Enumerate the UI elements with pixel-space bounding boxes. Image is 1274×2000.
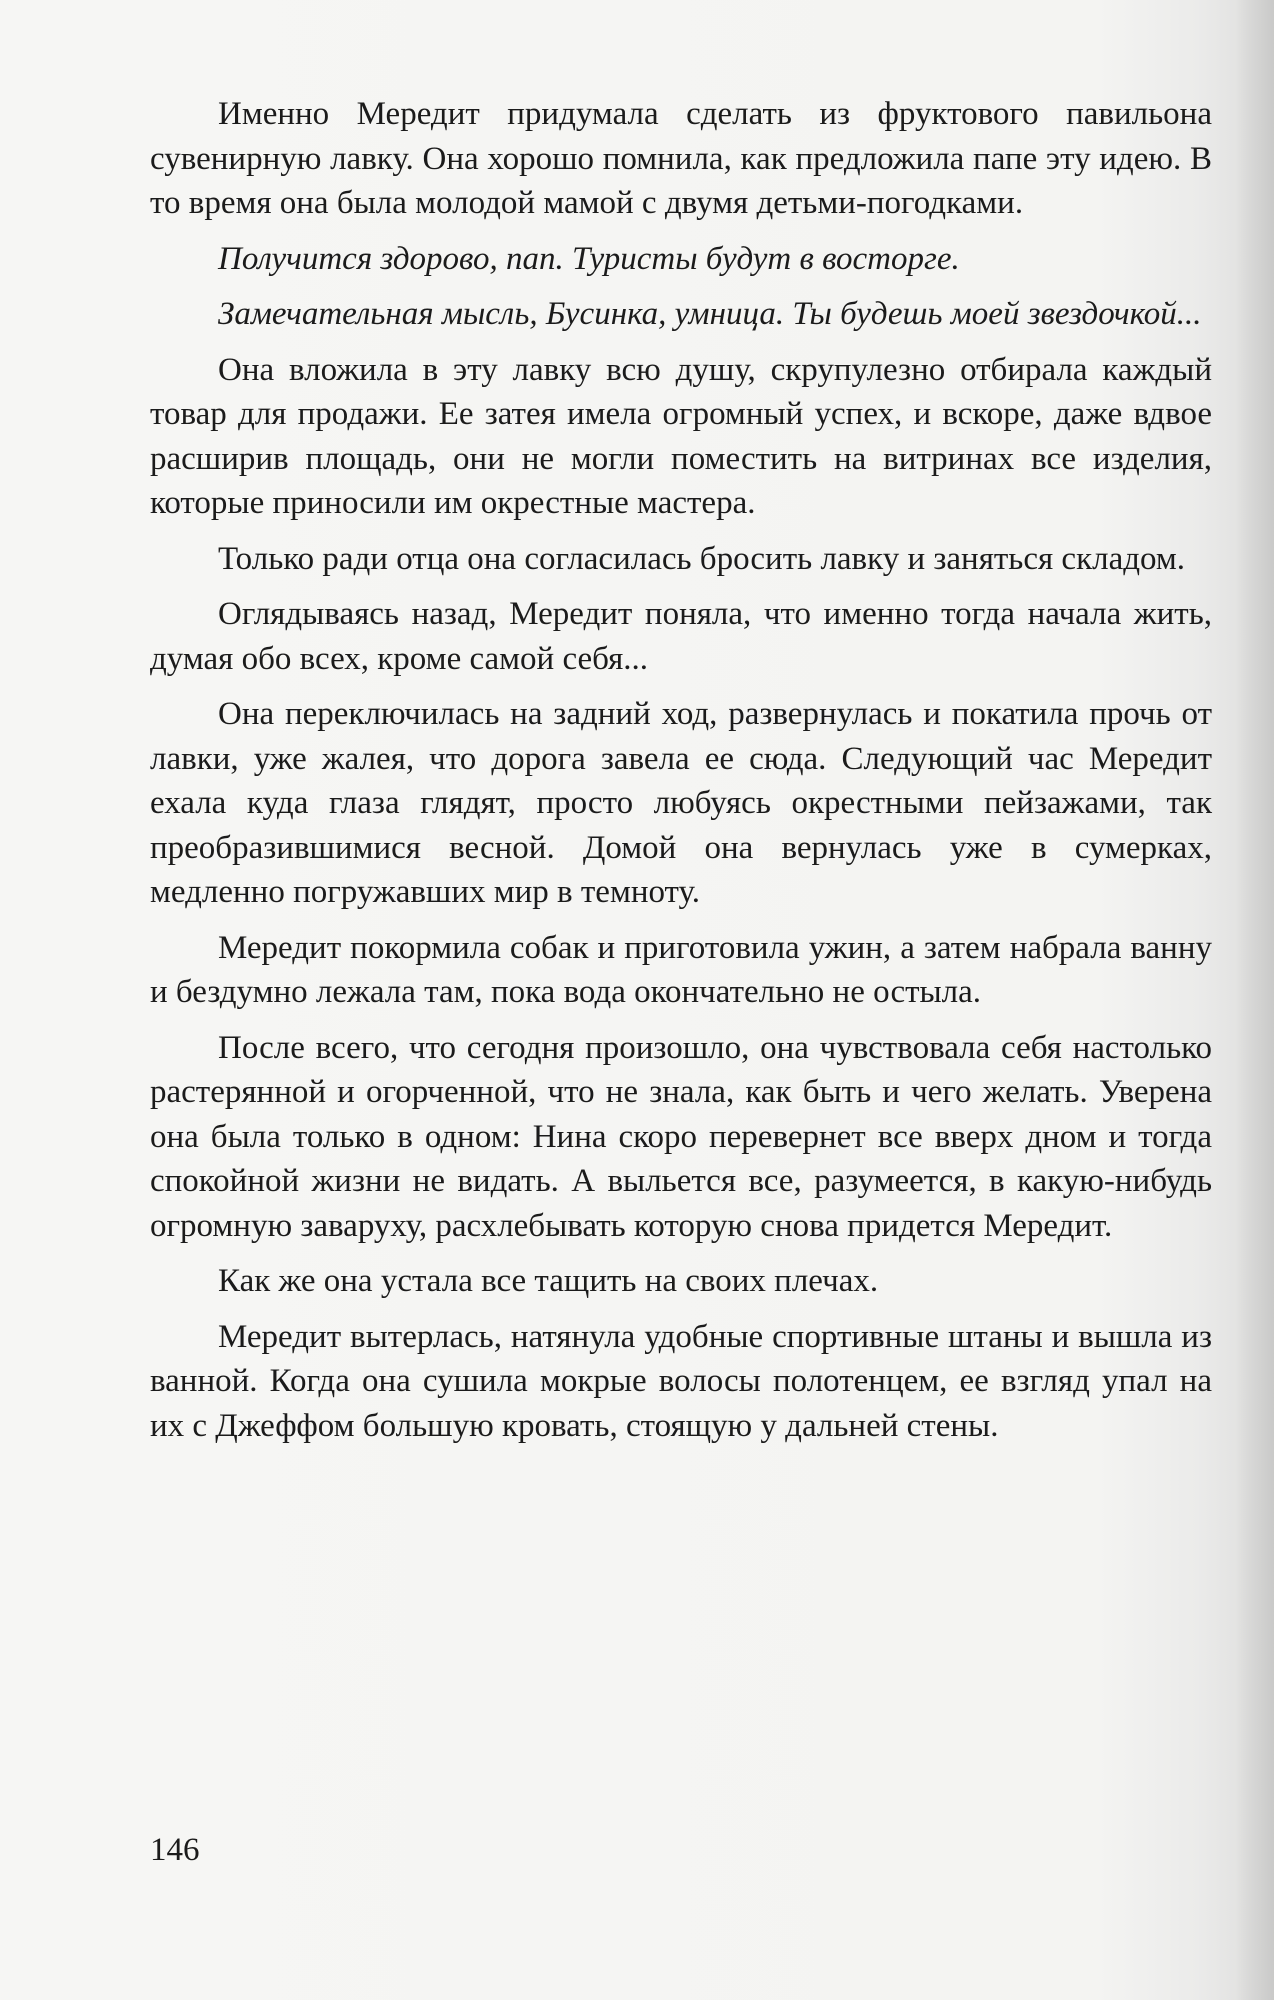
- paragraph: Мередит покормила собак и приготовила ужин, а затем набрала ванну и бездумно лежала там, пока вода окончательно не остыла.: [150, 929, 1212, 1010]
- italic-paragraph: Замечательная мысль, Бусинка, умница. Ты будешь моей звездочкой...: [218, 296, 1202, 332]
- page-edge-shadow: [1236, 0, 1274, 2000]
- paragraph: Именно Мередит придумала сделать из фруктового павильона сувенирную лавку. Она хорошо помнила, как предложила папе эту идею. В то время она была молодой мамой с двумя детьми-погодками.: [150, 96, 1212, 221]
- page-number: 146: [150, 1832, 200, 1868]
- body-text: [150, 92, 1212, 1459]
- paragraph: Она переключилась на задний ход, развернулась и покатила прочь от лавки, уже жалея, что дорога завела ее сюда. Следующий час Мередит ехала куда глаза глядят, просто любуясь окрестными пейзажами, так преобразившимися весной. Домой она вернулась уже в сумерках, медленно погружавших мир в темноту.: [150, 696, 1212, 910]
- paragraph: Оглядываясь назад, Мередит поняла, что именно тогда начала жить, думая обо всех, кроме самой себя...: [150, 596, 1212, 677]
- italic-paragraph: Получится здорово, пап. Туристы будут в восторге.: [218, 240, 960, 277]
- paragraph: Только ради отца она согласилась бросить лавку и заняться складом.: [218, 540, 1186, 577]
- paragraph: Как же она устала все тащить на своих плечах.: [218, 1263, 879, 1299]
- paragraph: После всего, что сегодня произошло, она чувствовала себя настолько растерянной и огорченной, что не знала, как быть и чего желать. Уверена она была только в одном: Нина скоро перевернет все вверх дном и тогда спокойной жизни не видать. А выльется все, разумеется, в какую-нибудь огромную заваруху, расхлебывать которую снова придется Мередит.: [150, 1029, 1212, 1244]
- paragraph: Она вложила в эту лавку всю душу, скрупулезно отбирала каждый товар для продажи. Ее затея имела огромный успех, и вскоре, даже вдвое расширив площадь, они не могли поместить на витринах все изделия, которые приносили им окрестные мастера.: [150, 351, 1212, 521]
- paragraph: Мередит вытерлась, натянула удобные спортивные штаны и вышла из ванной. Когда она сушила мокрые волосы полотенцем, ее взгляд упал на их с Джеффом большую кровать, стоящую у дальней стены.: [150, 1318, 1212, 1444]
